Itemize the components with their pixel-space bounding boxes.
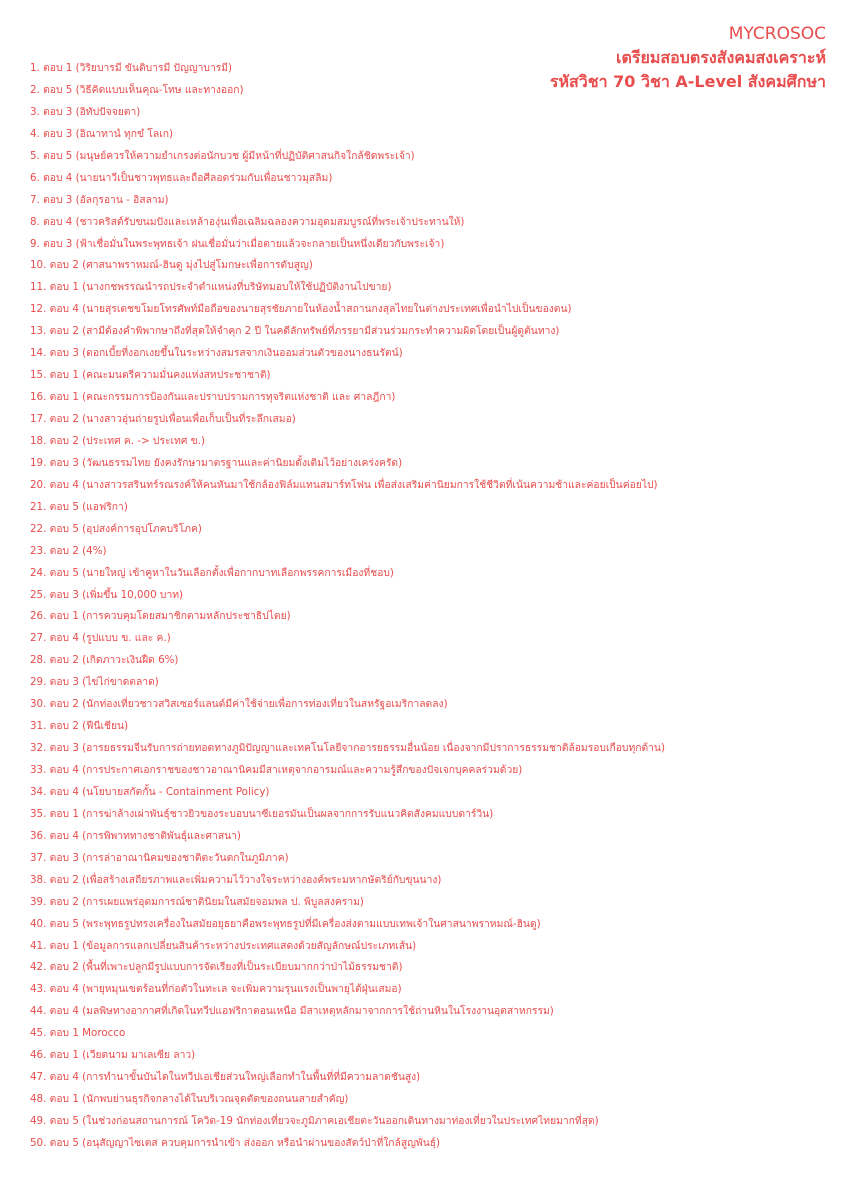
answer-item: 2. ตอบ 5 (วิธีคิดแบบเห็นคุณ-โทษ และทางออก) <box>30 83 244 96</box>
answer-item: 11. ตอบ 1 (นางกชพรรณนำรถประจำตำแหน่งที่บริษัทมอบให้ใช้ปฏิบัติงานไปขาย) <box>30 281 392 294</box>
answer-item: 13. ตอบ 2 (สามีต้องคำพิพากษาถึงที่สุดให้จำคุก 2 ปี ในคดีลักทรัพย์ที่ภรรยามีส่วนร่วมกระทำความผิดโดยเป็นผู้ดูต้นทาง) <box>30 325 560 338</box>
answer-item: 30. ตอบ 2 (นักท่องเที่ยวชาวสวิสเซอร์แลนด์มีค่าใช้จ่ายเพื่อการท่องเที่ยวในสหรัฐอเมริกาลดลง) <box>30 698 448 711</box>
answer-item: 29. ตอบ 3 (ไข่ไก่ขาดตลาด) <box>30 676 159 689</box>
answer-item: 20. ตอบ 4 (นางสาวรสรินทร์รณรงค์ให้คนหันมาใช้กล้องฟิล์มแทนสมาร์ทโฟน เพื่อส่งเสริมค่านิยมการใช้ชีวิตที่เน้นความช้าและค่อยเป็นค่อยไป) <box>30 478 658 491</box>
answer-item: 9. ตอบ 3 (ฟ้าเชื่อมั่นในพระพุทธเจ้า ฝนเชื่อมั่นว่าเมื่อตายแล้วจะกลายเป็นหนึ่งเดียวกับพระเจ้า) <box>30 237 445 250</box>
answer-item: 14. ตอบ 3 (ดอกเบี้ยที่งอกเงยขึ้นในระหว่างสมรสจากเงินออมส่วนตัวของนางธนรัตน์) <box>30 347 403 360</box>
answer-item: 28. ตอบ 2 (เกิดภาวะเงินฝืด 6%) <box>30 654 179 667</box>
answer-item: 4. ตอบ 3 (อิณาทานํ ทุกขํ โลเก) <box>30 127 173 140</box>
answer-item: 16. ตอบ 1 (คณะกรรมการป้องกันและปราบปรามการทุจริตแห่งชาติ และ ศาลฎีกา) <box>30 391 396 404</box>
answer-item: 35. ตอบ 1 (การฆ่าล้างเผ่าพันธุ์ชาวยิวของระบอบนาซีเยอรมันเป็นผลจากการรับแนวคิดสังคมแบบดาร์วิน) <box>30 807 494 820</box>
answer-item: 42. ตอบ 2 (พื้นที่เพาะปลูกมีรูปแบบการจัดเรียงที่เป็นระเบียบมากกว่าป่าไม้ธรรมชาติ) <box>30 961 403 974</box>
answer-item: 36. ตอบ 4 (การพิพาททางชาติพันธุ์และศาสนา) <box>30 829 241 842</box>
answer-item: 10. ตอบ 2 (ศาสนาพราหมณ์-ฮินดู มุ่งไปสู่โมกษะเพื่อการดับสูญ) <box>30 259 313 272</box>
answer-item: 50. ตอบ 5 (อนุสัญญาไซเตส ควบคุมการนำเข้า ส่งออก หรือนำผ่านของสัตว์ป่าที่ใกล้สูญพันธุ์) <box>30 1136 441 1149</box>
answer-item: 17. ตอบ 2 (นางสาวอุ่นถ่ายรูปเพื่อนเพื่อเก็บเป็นที่ระลึกเสมอ) <box>30 413 296 425</box>
answer-item: 31. ตอบ 2 (ฟีนีเชียน) <box>30 720 129 733</box>
answer-item: 46. ตอบ 1 (เวียดนาม มาเลเซีย ลาว) <box>30 1049 196 1062</box>
answer-item: 22. ตอบ 5 (อุปสงค์การอุปโภคบริโภค) <box>30 522 202 535</box>
answer-item: 1. ตอบ 1 (วิริยบารมี ขันติบารมี ปัญญาบารมี) <box>30 62 233 74</box>
answer-item: 7. ตอบ 3 (อัลกุรอาน - อิสลาม) <box>30 193 169 206</box>
answer-item: 18. ตอบ 2 (ประเทศ ค. -> ประเทศ ข.) <box>30 434 205 447</box>
answer-key-list <box>30 58 838 1155</box>
answer-item: 24. ตอบ 5 (นายใหญ่ เข้าคูหาในวันเลือกตั้งเพื่อกากบาทเลือกพรรคการเมืองที่ชอบ) <box>30 566 394 579</box>
answer-item: 6. ตอบ 4 (นายนาวีเป็นชาวพุทธและถือศีลอดร่วมกับเพื่อนชาวมุสลิม) <box>30 171 333 184</box>
answer-item: 8. ตอบ 4 (ชาวคริสต์รับขนมปังและเหล้าองุ่นเพื่อเฉลิมฉลองความอุดมสมบูรณ์ที่พระเจ้าประทานให้) <box>30 215 465 228</box>
answer-item: 25. ตอบ 3 (เพิ่มขึ้น 10,000 บาท) <box>30 588 184 601</box>
answer-item: 27. ตอบ 4 (รูปแบบ ข. และ ค.) <box>30 632 171 645</box>
answer-item: 39. ตอบ 2 (การเผยแพร่อุดมการณ์ชาตินิยมในสมัยจอมพล ป. พิบูลสงคราม) <box>30 895 364 908</box>
answer-item: 26. ตอบ 1 (การควบคุมโดยสมาชิกตามหลักประชาธิปไตย) <box>30 610 291 623</box>
brand-name: MYCROSOC <box>728 24 826 44</box>
answer-item: 38. ตอบ 2 (เพื่อสร้างเสถียรภาพและเพิ่มความไว้วางใจระหว่างองค์พระมหากษัตริย์กับขุนนาง) <box>30 873 442 886</box>
answer-item: 47. ตอบ 4 (การทำนาขั้นบันไดในทวีปเอเชียส่วนใหญ่เลือกทำในพื้นที่ที่มีความลาดชันสูง) <box>30 1071 421 1084</box>
answer-item: 44. ตอบ 4 (มลพิษทางอากาศที่เกิดในทวีปแอฟริกาตอนเหนือ มีสาเหตุหลักมาจากการใช้ถ่านหินในโรงงานอุตสาหกรรม) <box>30 1005 554 1018</box>
answer-item: 19. ตอบ 3 (วัฒนธรรมไทย ยังคงรักษามาตรฐานและค่านิยมดั้งเดิมไว้อย่างเคร่งครัด) <box>30 456 403 469</box>
answer-item: 37. ตอบ 3 (การล่าอาณานิคมของชาติตะวันตกในภูมิภาค) <box>30 851 289 864</box>
answer-item: 5. ตอบ 5 (มนุษย์ควรให้ความยำเกรงต่อนักบวช ผู้มีหน้าที่ปฏิบัติศาสนกิจใกล้ชิดพระเจ้า) <box>30 149 415 162</box>
answer-item: 23. ตอบ 2 (4%) <box>30 544 107 557</box>
answer-item: 45. ตอบ 1 Morocco <box>30 1027 126 1040</box>
answer-item: 15. ตอบ 1 (คณะมนตรีความมั่นคงแห่งสหประชาชาติ) <box>30 369 271 382</box>
answer-item: 43. ตอบ 4 (พายุหมุนเขตร้อนที่ก่อตัวในทะเล จะเพิ่มความรุนแรงเป็นพายุได้ฝุ่นเสมอ) <box>30 983 402 996</box>
answer-item: 48. ตอบ 1 (นักพบย่านธุรกิจกลางได้ในบริเวณจุดตัดของถนนสายสำคัญ) <box>30 1093 349 1106</box>
document-title: เตรียมสอบตรงสังคมสงเคราะห์ <box>616 48 826 67</box>
answer-item: 33. ตอบ 4 (การประกาศเอกราชของชาวอาณานิคมมีสาเหตุจากอารมณ์และความรู้สึกของปัจเจกบุคคลร่วมด้วย) <box>30 764 523 776</box>
answer-item: 41. ตอบ 1 (ข้อมูลการแลกเปลี่ยนสินค้าระหว่างประเทศแสดงด้วยสัญลักษณ์ประเภทเส้น) <box>30 939 417 952</box>
answer-item: 32. ตอบ 3 (อารยธรรมจีนรับการถ่ายทอดทางภูมิปัญญาและเทคโนโลยีจากอารยธรรมอื่นน้อย เนื่องจากมีปราการธรรมชาติล้อมรอบเกือบทุกด้าน) <box>30 742 665 755</box>
answer-item: 49. ตอบ 5 (ในช่วงก่อนสถานการณ์ โควิด-19 นักท่องเที่ยวจะภูมิภาคเอเชียตะวันออกเดินทางมาท่องเที่ยวในประเทศไทยมากที่สุด) <box>30 1115 599 1127</box>
subject-code: รหัสวิชา 70 วิชา A-Level สังคมศึกษา <box>549 72 826 91</box>
answer-item: 21. ตอบ 5 (แอฟริกา) <box>30 500 128 513</box>
answer-item: 40. ตอบ 5 (พระพุทธรูปทรงเครื่องในสมัยอยุธยาคือพระพุทธรูปที่มีเครื่องส่งตามแบบเทพเจ้าในศาสนาพราหมณ์-ฮินดู) <box>30 917 541 930</box>
answer-item: 3. ตอบ 3 (อิทัปปัจจยตา) <box>30 105 141 118</box>
answer-item: 12. ตอบ 4 (นายสุรเดชขโมยโทรศัพท์มือถือของนายสุรชัยภายในห้องน้ำสถานกงสุลไทยในต่างประเทศเพื่อนำไปเป็นของตน) <box>30 303 572 316</box>
answer-item: 34. ตอบ 4 (นโยบายสกัดกั้น - Containment Policy) <box>30 785 270 798</box>
